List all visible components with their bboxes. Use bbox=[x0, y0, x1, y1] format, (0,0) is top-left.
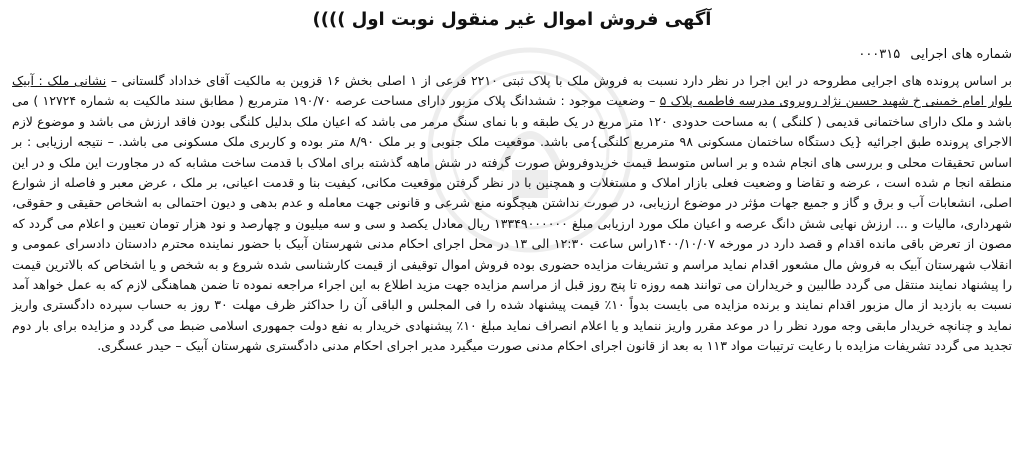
body-intro: بر اساس پرونده های اجرایی مطروحه در این اجرا در نظر دارد نسبت به فروش ملک با پلاک ثبتی ۲۲۱۰ فرعی از ۱ اصلی بخش ۱۶ قزوین به مالکیت آقای خداداد گلستانی – bbox=[110, 73, 1012, 88]
notice-body bbox=[12, 71, 1012, 357]
property-address: نشانی ملک : آبیک بلوار امام خمینی خ شهید حسین نژاد روبروی مدرسه فاطمیه پلاک ۵ bbox=[12, 73, 1012, 109]
body-details: – وضعیت موجود : ششدانگ پلاک مزبور دارای مساحت عرصه ۱۹۰/۷۰ مترمربع ( مطابق سند مالکیت به شماره ۱۲۷۲۴ ) می باشد و ملک دارای ساختمانی قدیمی ( کلنگی ) به مساحت حدودی ۱۲۰ متر مربع در یک طبقه و با نمای سنگ مرمر می باشد که اعیان ملک بدلیل کلنگی بودن فاقد ارزش می باشد و موضوع لازم الاجرای پرونده طبق اجرائیه {یک دستگاه ساختمان مسکونی ۹۸ مترمربع کلنگی}می باشد. موقعیت ملک جنوبی و بر ملک ۸/۹۰ متر بوده و کاربری ملک مسکونی می باشد. – نتیجه ارزیابی : بر اساس تحقیقات محلی و بررسی های انجام شده و بر اساس متوسط قیمت خریدوفروش صورت گرفته در شش ماهه گذشته برای املاک با قدمت ساخت مشابه که در مجاورت این ملک و در این منطقه انجا م شده است ، عرضه و تقاضا و وضعیت فعلی بازار املاک و مستغلات و همچنین با در نظر گرفتن موقعیت مکانی، کیفیت بنا و قدمت اعیانی، بر ملک ، عرض معبر و فاصله از شوارع اصلی، انشعابات آب و برق و گاز و جمیع جهات مؤثر در موضوع ارزیابی، در صورت نداشتن هیچگونه منع شرعی و قانونی جهت معامله و عدم بدهی و دیون احتمالی به اشخاص حقیقی و حقوقی، شهرداری، مالیات و ... ارزش نهایی شش دانگ عرصه و اعیان ملک مورد ارزیابی مبلغ ۱۳۳۴۹۰۰۰۰۰۰ ریال معادل یکصد و سی و سه میلیون و چهارصد و نود هزار تومان تعیین و اعلام می گردد که مصون از تعرض باقی مانده اقدام و قصد دارد در مورخه ۱۴۰۰/۱۰/۰۷راس ساعت ۱۲:۳۰ الی ۱۳ در محل اجرای احکام مدنی شهرستان آبیک با حضور نماینده محترم دادستان دادسرای عمومی و انقلاب شهرستان آبیک به فروش مال مشعور اقدام نماید مراسم و تشریفات مزایده حضوری بوده فروش اموال توقیفی از قیمت کارشناسی شده شروع و به شخص و یا اشخاص که بالاترین قیمت را پیشنهاد نمایند منتقل می گردد طالبین و خریداران می توانند همه روزه تا پنج روز قبل از مراسم مزایده جهت مزید اطلاع به این اجراء مراجعه نموده تا ضمن هماهنگی لازم که به عمل خواهد آمد نسبت به بازدید از مال مزبور اقدام نمایند و برنده مزایده می بایست بدواً ۱۰٪ قیمت پیشنهاد شده را فی المجلس و الباقی آن را حداکثر ظرف مهلت ۳۰ روز به حساب سپرده دادگستری واریز نماید و چنانچه خریدار مابقی وجه مورد نظر را در موعد مقرر واریز ننماید و یا اعلام انصراف نماید مبلغ ۱۰٪ پیشنهادی خریدار به نفع دولت جمهوری اسلامی ضبط می گردد و مزایده برای بار دوم تجدید می گردد تشریفات مزایده با رعایت ترتیبات مواد ۱۱۳ به بعد از قانون اجرای احکام مدنی صورت میگیرد bbox=[12, 93, 1012, 354]
execution-number bbox=[12, 46, 1012, 63]
signature: مدیر اجرای احکام مدنی دادگستری شهرستان آبیک – حیدر عسگری. bbox=[97, 338, 446, 354]
execution-number-value: ۰۰۰۳۱۵ bbox=[858, 47, 901, 62]
execution-number-label: شماره های اجرایی bbox=[910, 47, 1012, 62]
notice-title: آگهی فروش اموال غیر منقول نوبت اول )))) bbox=[312, 9, 712, 30]
